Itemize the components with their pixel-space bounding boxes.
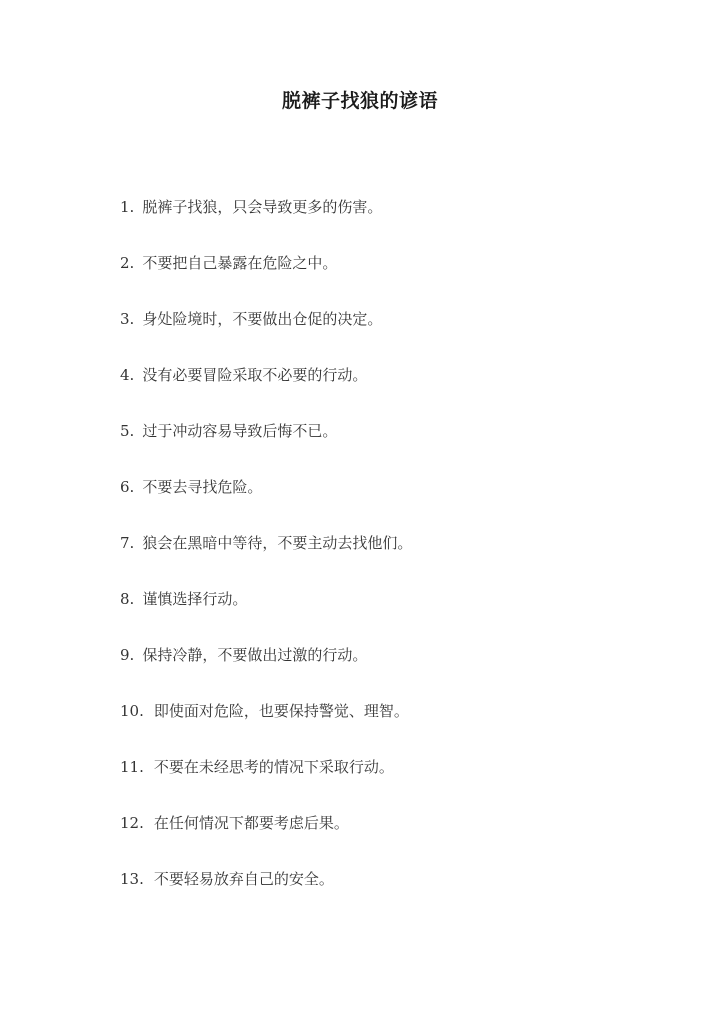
list-item	[120, 754, 680, 810]
item-number: 6.	[120, 478, 135, 496]
list-item	[120, 306, 680, 362]
item-number: 5.	[120, 422, 135, 440]
item-text: 不要在未经思考的情况下采取行动。	[153, 758, 394, 776]
item-number: 9.	[120, 646, 135, 664]
item-number: 13.	[120, 870, 144, 888]
proverb-list	[120, 194, 680, 922]
item-text: 不要把自己暴露在危险之中。	[142, 254, 338, 272]
item-number: 4.	[120, 366, 135, 384]
item-text: 没有必要冒险采取不必要的行动。	[142, 366, 368, 384]
item-text: 谨慎选择行动。	[142, 590, 248, 608]
list-item	[120, 810, 680, 866]
item-text: 不要轻易放弃自己的安全。	[153, 870, 334, 888]
list-item	[120, 698, 680, 754]
item-text: 保持冷静，不要做出过激的行动。	[142, 646, 368, 664]
item-text: 在任何情况下都要考虑后果。	[153, 814, 349, 832]
item-text: 狼会在黑暗中等待，不要主动去找他们。	[142, 534, 413, 552]
item-number: 2.	[120, 254, 135, 272]
list-item	[120, 866, 680, 922]
list-item	[120, 194, 680, 250]
list-item	[120, 474, 680, 530]
item-text: 身处险境时，不要做出仓促的决定。	[142, 310, 383, 328]
document-title: 脱裤子找狼的谚语	[281, 90, 438, 112]
list-item	[120, 418, 680, 474]
list-item	[120, 642, 680, 698]
item-number: 11.	[120, 758, 144, 776]
list-item	[120, 250, 680, 306]
item-number: 10.	[120, 702, 144, 720]
list-item	[120, 362, 680, 418]
item-number: 12.	[120, 814, 144, 832]
item-text: 过于冲动容易导致后悔不已。	[142, 422, 338, 440]
item-text: 脱裤子找狼，只会导致更多的伤害。	[142, 198, 383, 216]
item-number: 3.	[120, 310, 135, 328]
item-number: 7.	[120, 534, 135, 552]
item-text: 不要去寻找危险。	[142, 478, 263, 496]
item-number: 8.	[120, 590, 135, 608]
item-number: 1.	[120, 198, 135, 216]
item-text: 即使面对危险，也要保持警觉、理智。	[153, 702, 409, 720]
list-item	[120, 530, 680, 586]
list-item	[120, 586, 680, 642]
